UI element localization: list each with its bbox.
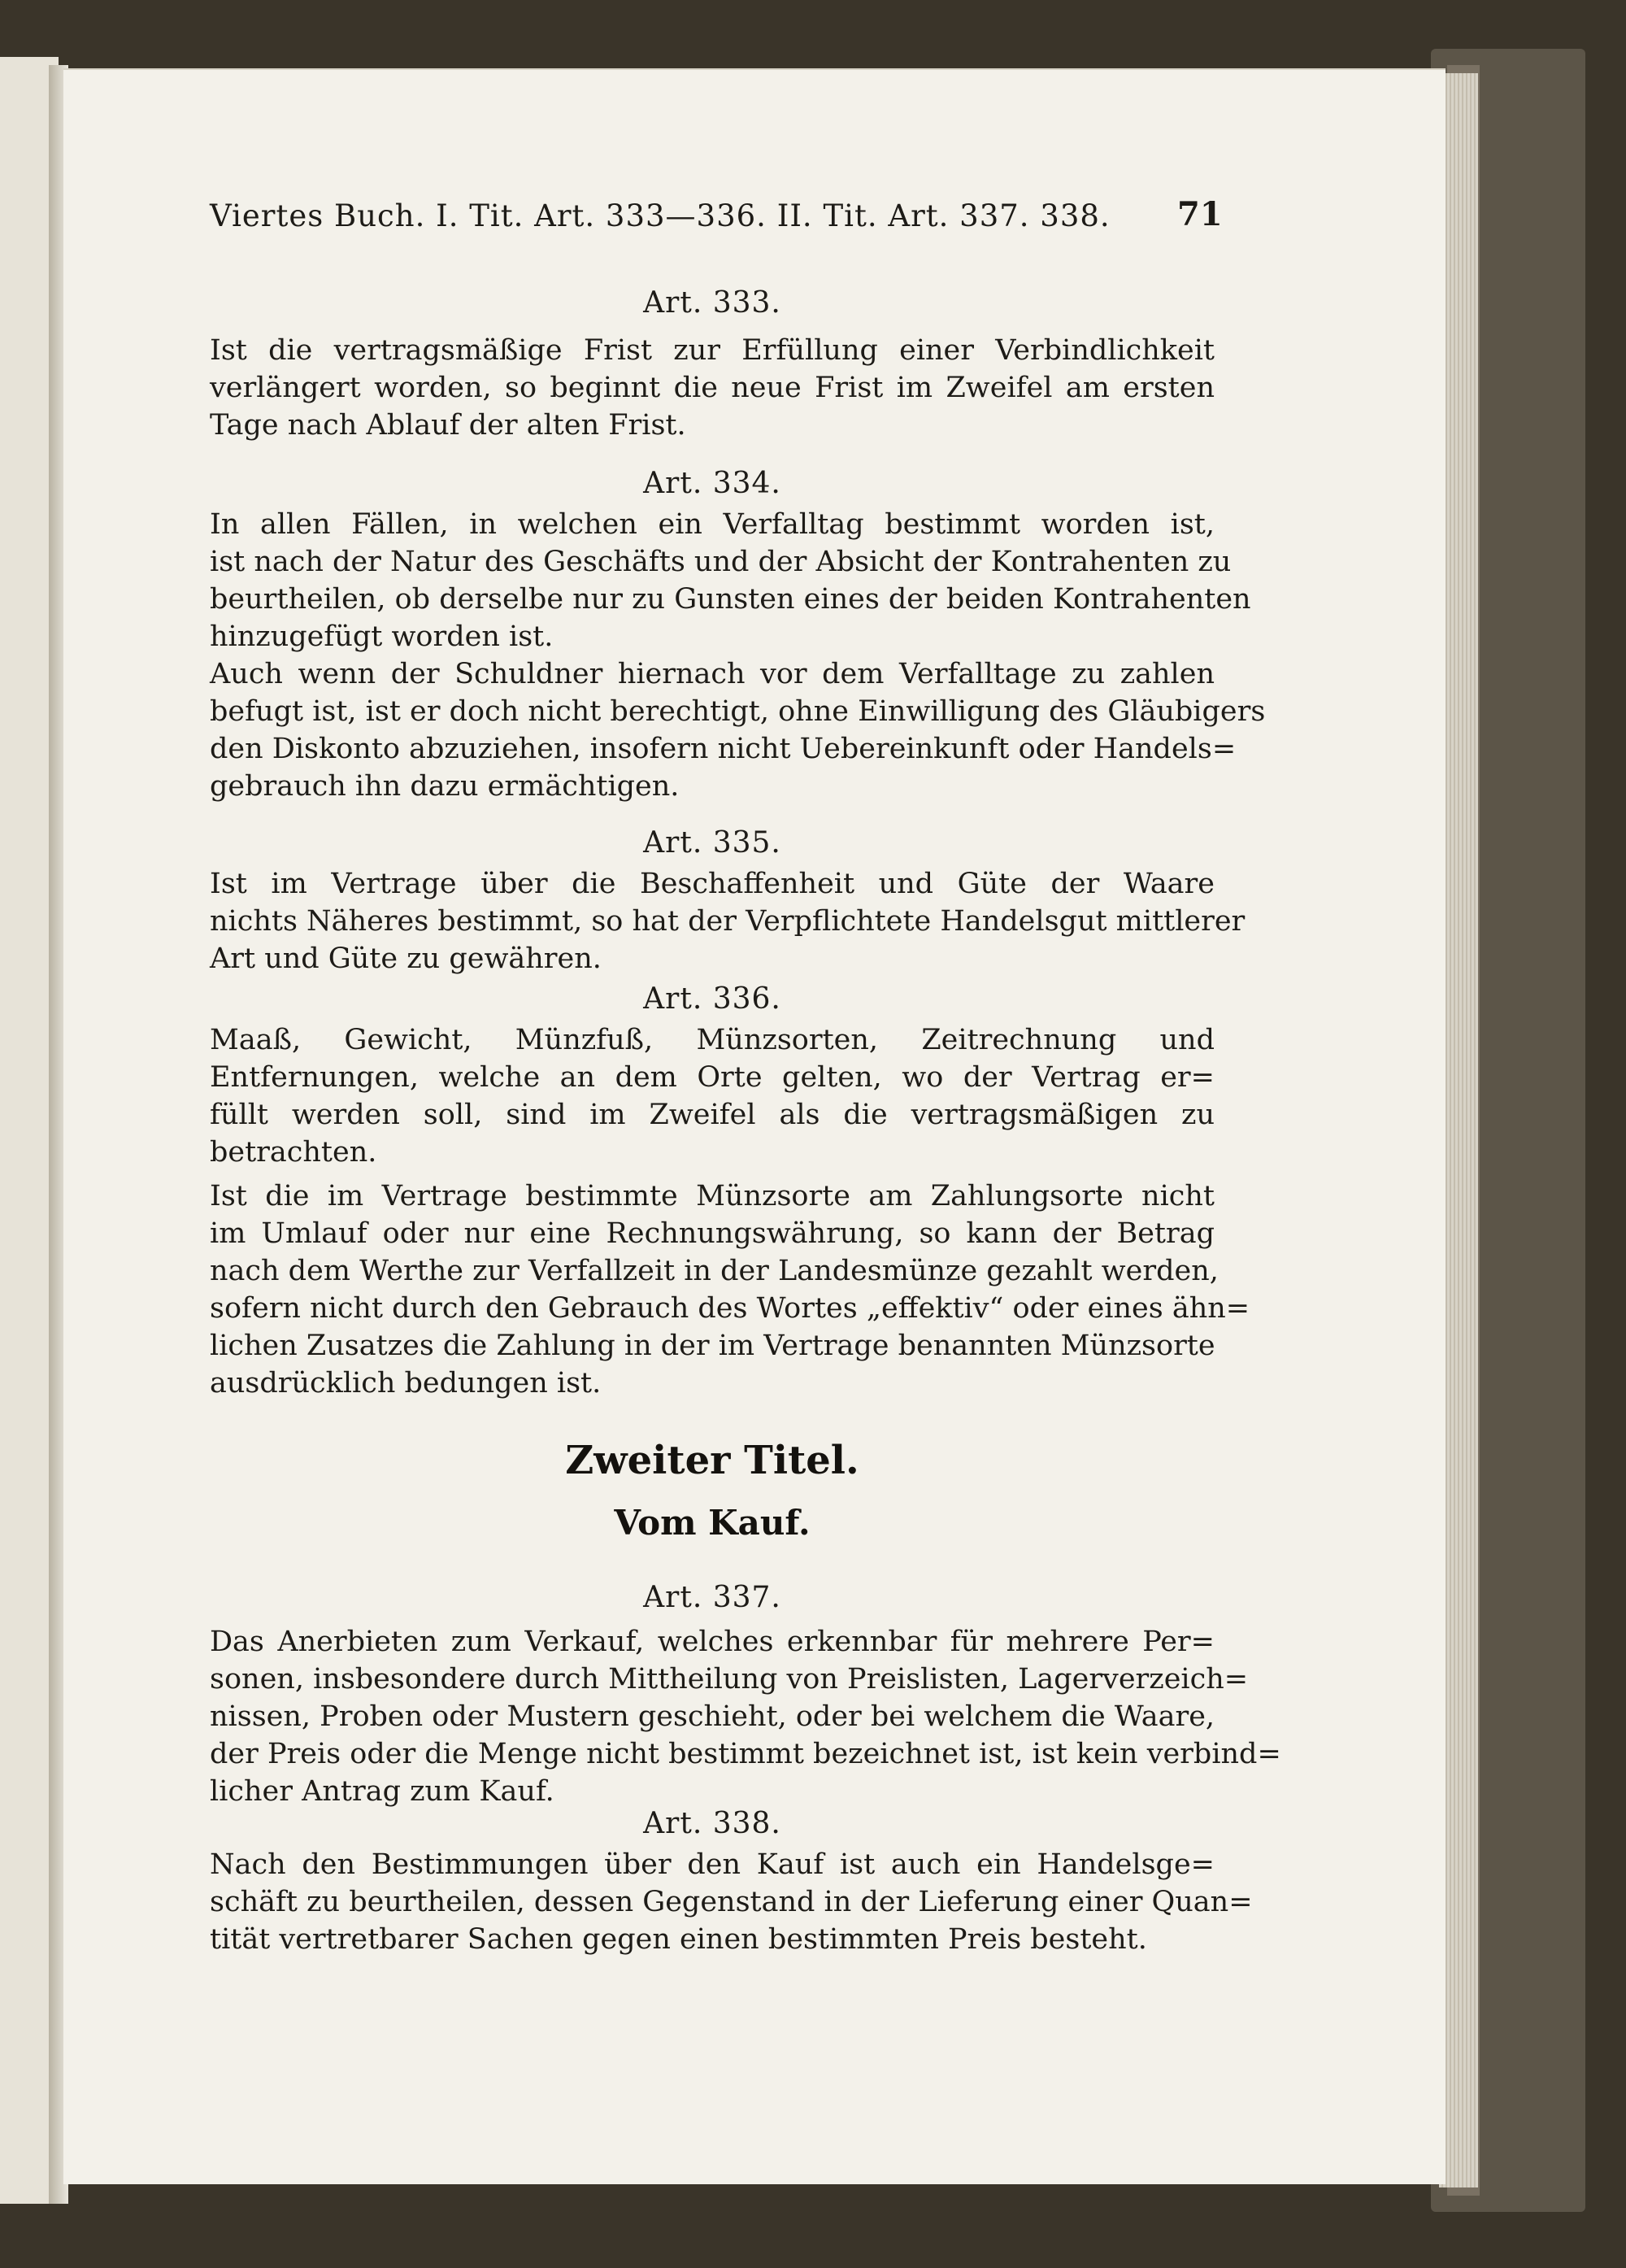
- article-337-line: sonen, insbesondere durch Mittheilung von Preislisten, Lagerverzeich=: [210, 1663, 1249, 1696]
- article-337-line: der Preis oder die Menge nicht bestimmt bezeichnet ist, ist kein verbind=: [210, 1738, 1281, 1770]
- article-336-line: ausdrücklich bedungen ist.: [210, 1367, 602, 1400]
- article-336-line: lichen Zusatzes die Zahlung in der im Vertrage benannten Münzsorte: [210, 1330, 1215, 1362]
- article-heading-337: Art. 337.: [643, 1581, 781, 1614]
- article-337-line: Das Anerbieten zum Verkauf, welches erkennbar für mehrere Per=: [210, 1626, 1215, 1658]
- article-334-line: In allen Fällen, in welchen ein Verfalltag bestimmt worden ist,: [210, 508, 1215, 541]
- article-334-line: befugt ist, ist er doch nicht berechtigt, ohne Einwilligung des Gläubigers: [210, 695, 1266, 728]
- article-335-line: nichts Näheres bestimmt, so hat der Verpflichtete Handelsgut mittlerer: [210, 905, 1246, 938]
- section-title: Zweiter Titel.: [565, 1438, 859, 1483]
- article-heading-335: Art. 335.: [643, 826, 781, 860]
- article-333-line: Ist die vertragsmäßige Frist zur Erfüllung einer Verbindlichkeit: [210, 334, 1215, 367]
- article-334-line: Auch wenn der Schuldner hiernach vor dem Verfalltage zu zahlen: [210, 658, 1215, 690]
- article-heading-338: Art. 338.: [643, 1807, 781, 1840]
- article-334-line: den Diskonto abzuziehen, insofern nicht Uebereinkunft oder Handels=: [210, 733, 1237, 765]
- article-337-line: licher Antrag zum Kauf.: [210, 1775, 554, 1808]
- article-336-line: füllt werden soll, sind im Zweifel als die vertragsmäßigen zu: [210, 1099, 1215, 1131]
- article-336-line: Ist die im Vertrage bestimmte Münzsorte am Zahlungsorte nicht: [210, 1180, 1215, 1212]
- article-336-line: Maaß, Gewicht, Münzfuß, Münzsorten, Zeitrechnung und: [210, 1024, 1215, 1056]
- article-336-line: sofern nicht durch den Gebrauch des Wortes „effektiv“ oder eines ähn=: [210, 1292, 1250, 1325]
- article-336-line: nach dem Werthe zur Verfallzeit in der Landesmünze gezahlt werden,: [210, 1255, 1219, 1287]
- article-333-line: Tage nach Ablauf der alten Frist.: [210, 409, 686, 442]
- article-338-line: Nach den Bestimmungen über den Kauf ist auch ein Handelsge=: [210, 1848, 1215, 1881]
- article-334-line: hinzugefügt worden ist.: [210, 620, 554, 653]
- running-head: Viertes Buch. I. Tit. Art. 333—336. II. Tit. Art. 337. 338.: [210, 198, 1111, 233]
- article-335-line: Ist im Vertrage über die Beschaffenheit und Güte der Waare: [210, 868, 1215, 900]
- article-338-line: tität vertretbarer Sachen gegen einen bestimmten Preis besteht.: [210, 1923, 1147, 1956]
- article-334-line: ist nach der Natur des Geschäfts und der Absicht der Kontrahenten zu: [210, 546, 1232, 578]
- article-heading-336: Art. 336.: [643, 982, 781, 1016]
- section-subtitle: Vom Kauf.: [614, 1503, 811, 1543]
- article-338-line: schäft zu beurtheilen, dessen Gegenstand in der Lieferung einer Quan=: [210, 1886, 1253, 1918]
- article-336-line: betrachten.: [210, 1136, 377, 1169]
- article-334-line: beurtheilen, ob derselbe nur zu Gunsten eines der beiden Kontrahenten: [210, 583, 1251, 616]
- article-heading-333: Art. 333.: [643, 286, 781, 320]
- article-heading-334: Art. 334.: [643, 467, 781, 500]
- article-337-line: nissen, Proben oder Mustern geschieht, oder bei welchem die Waare,: [210, 1700, 1215, 1733]
- page-number: 71: [1177, 195, 1223, 233]
- article-336-line: im Umlauf oder nur eine Rechnungswährung, so kann der Betrag: [210, 1217, 1215, 1250]
- article-336-line: Entfernungen, welche an dem Orte gelten, wo der Vertrag er=: [210, 1061, 1215, 1094]
- article-335-line: Art und Güte zu gewähren.: [210, 942, 602, 975]
- article-333-line: verlängert worden, so beginnt die neue Frist im Zweifel am ersten: [210, 372, 1215, 404]
- article-334-line: gebrauch ihn dazu ermächtigen.: [210, 770, 680, 803]
